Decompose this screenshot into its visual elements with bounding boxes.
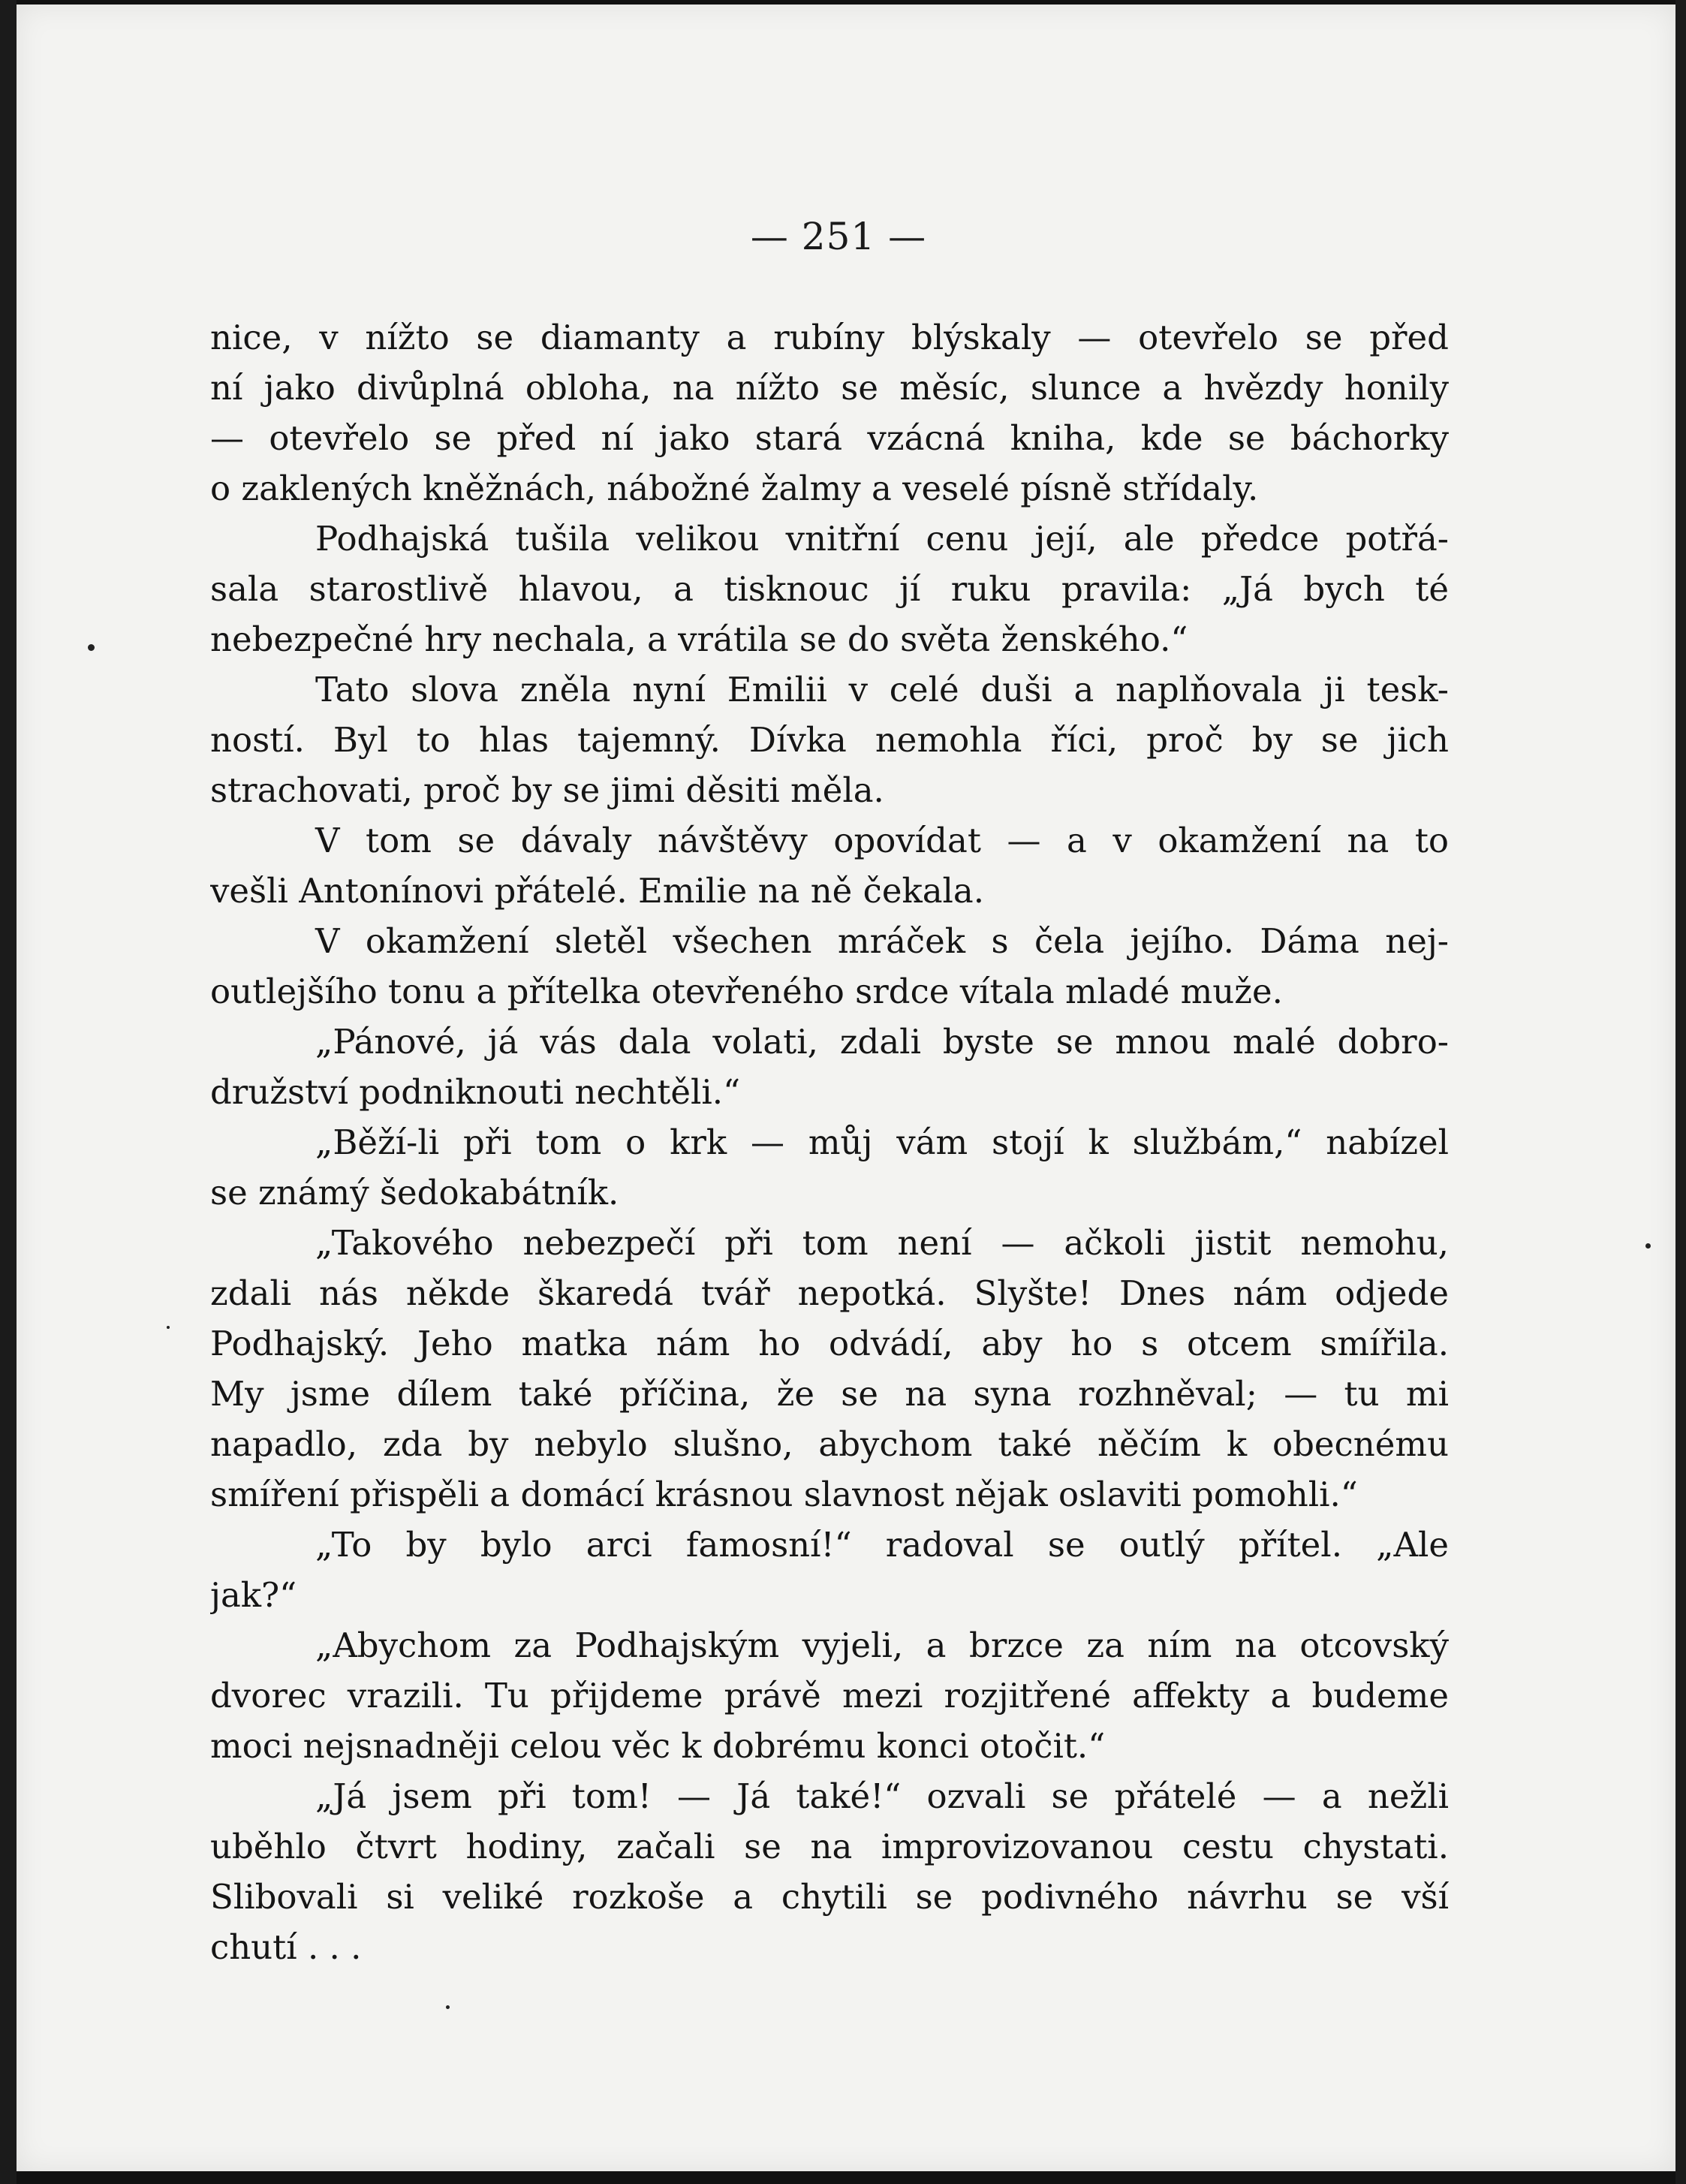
text-line: dvorec vrazili. Tu přijdeme právě mezi rozjitřené affekty a budeme: [210, 1676, 1449, 1716]
left-binding-edge: [0, 0, 17, 2184]
body-text: [210, 312, 1449, 1972]
scan-speck: [1645, 1243, 1651, 1249]
text-line: chutí . . .: [210, 1927, 362, 1967]
text-line: družství podniknouti nechtěli.“: [210, 1072, 741, 1112]
text-line: V tom se dávaly návštěvy opovídat — a v okamžení na to: [315, 821, 1449, 860]
right-binding-edge: [1675, 0, 1686, 2184]
text-line: Podhajský. Jeho matka nám ho odvádí, aby ho s otcem smířila.: [210, 1324, 1449, 1363]
text-line: „Takového nebezpečí při tom není — ačkoli jistit nemohu,: [315, 1223, 1449, 1263]
text-line: outlejšího tonu a přítelka otevřeného srdce vítala mladé muže.: [210, 972, 1283, 1011]
page-number: — 251 —: [750, 215, 927, 258]
text-line: Tato slova zněla nyní Emilii v celé duši a naplňovala ji tesk-: [315, 670, 1449, 709]
text-line: smíření přispěli a domácí krásnou slavnost nějak oslaviti pomohli.“: [210, 1475, 1358, 1514]
text-line: sala starostlivě hlavou, a tisknouc jí ruku pravila: „Já bych té: [210, 569, 1449, 609]
text-line: Slibovali si veliké rozkoše a chytili se podivného návrhu se vší: [210, 1877, 1449, 1917]
paper-sheet: [17, 5, 1675, 2171]
text-line: jak?“: [210, 1575, 297, 1615]
text-line: moci nejsnadněji celou věc k dobrému konci otočit.“: [210, 1726, 1106, 1766]
text-line: „To by bylo arci famosní!“ radoval se outlý přítel. „Ale: [315, 1525, 1449, 1565]
text-line: strachovati, proč by se jimi děsiti měla.: [210, 770, 884, 810]
text-line: My jsme dílem také příčina, že se na syna rozhněval; — tu mi: [210, 1374, 1449, 1414]
text-line: nebezpečné hry nechala, a vrátila se do světa ženského.“: [210, 619, 1188, 659]
text-line: V okamžení sletěl všechen mráček s čela jejího. Dáma nej-: [315, 921, 1449, 961]
text-line: zdali nás někde škaredá tvář nepotká. Slyšte! Dnes nám odjede: [210, 1273, 1449, 1313]
scan-speck: [88, 644, 95, 651]
text-line: „Běží-li při tom o krk — můj vám stojí k službám,“ nabízel: [315, 1122, 1449, 1162]
text-line: uběhlo čtvrt hodiny, začali se na improvizovanou cestu chystati.: [210, 1827, 1449, 1866]
text-line: se známý šedokabátník.: [210, 1173, 619, 1212]
text-line: napadlo, zda by nebylo slušno, abychom také něčím k obecnému: [210, 1424, 1449, 1464]
text-line: nice, v nížto se diamanty a rubíny blýskaly — otevřelo se před: [210, 318, 1449, 357]
text-line: o zaklených kněžnách, nábožné žalmy a veselé písně střídaly.: [210, 468, 1259, 508]
text-line: „Já jsem při tom! — Já také!“ ozvali se přátelé — a nežli: [315, 1776, 1449, 1816]
text-line: ností. Byl to hlas tajemný. Dívka nemohla říci, proč by se jich: [210, 720, 1449, 760]
text-line: — otevřelo se před ní jako stará vzácná kniha, kde se báchorky: [210, 418, 1449, 458]
text-line: „Abychom za Podhajským vyjeli, a brzce za ním na otcovský: [315, 1625, 1449, 1665]
scan-speck: [167, 1326, 170, 1329]
text-line: ní jako divůplná obloha, na nížto se měsíc, slunce a hvězdy honily: [210, 368, 1449, 408]
text-line: Podhajská tušila velikou vnitřní cenu její, ale předce potřá-: [315, 519, 1449, 559]
text-line: „Pánové, já vás dala volati, zdali byste se mnou malé dobro-: [315, 1022, 1449, 1062]
scan-speck: [446, 2005, 450, 2009]
text-line: vešli Antonínovi přátelé. Emilie na ně čekala.: [210, 871, 985, 911]
